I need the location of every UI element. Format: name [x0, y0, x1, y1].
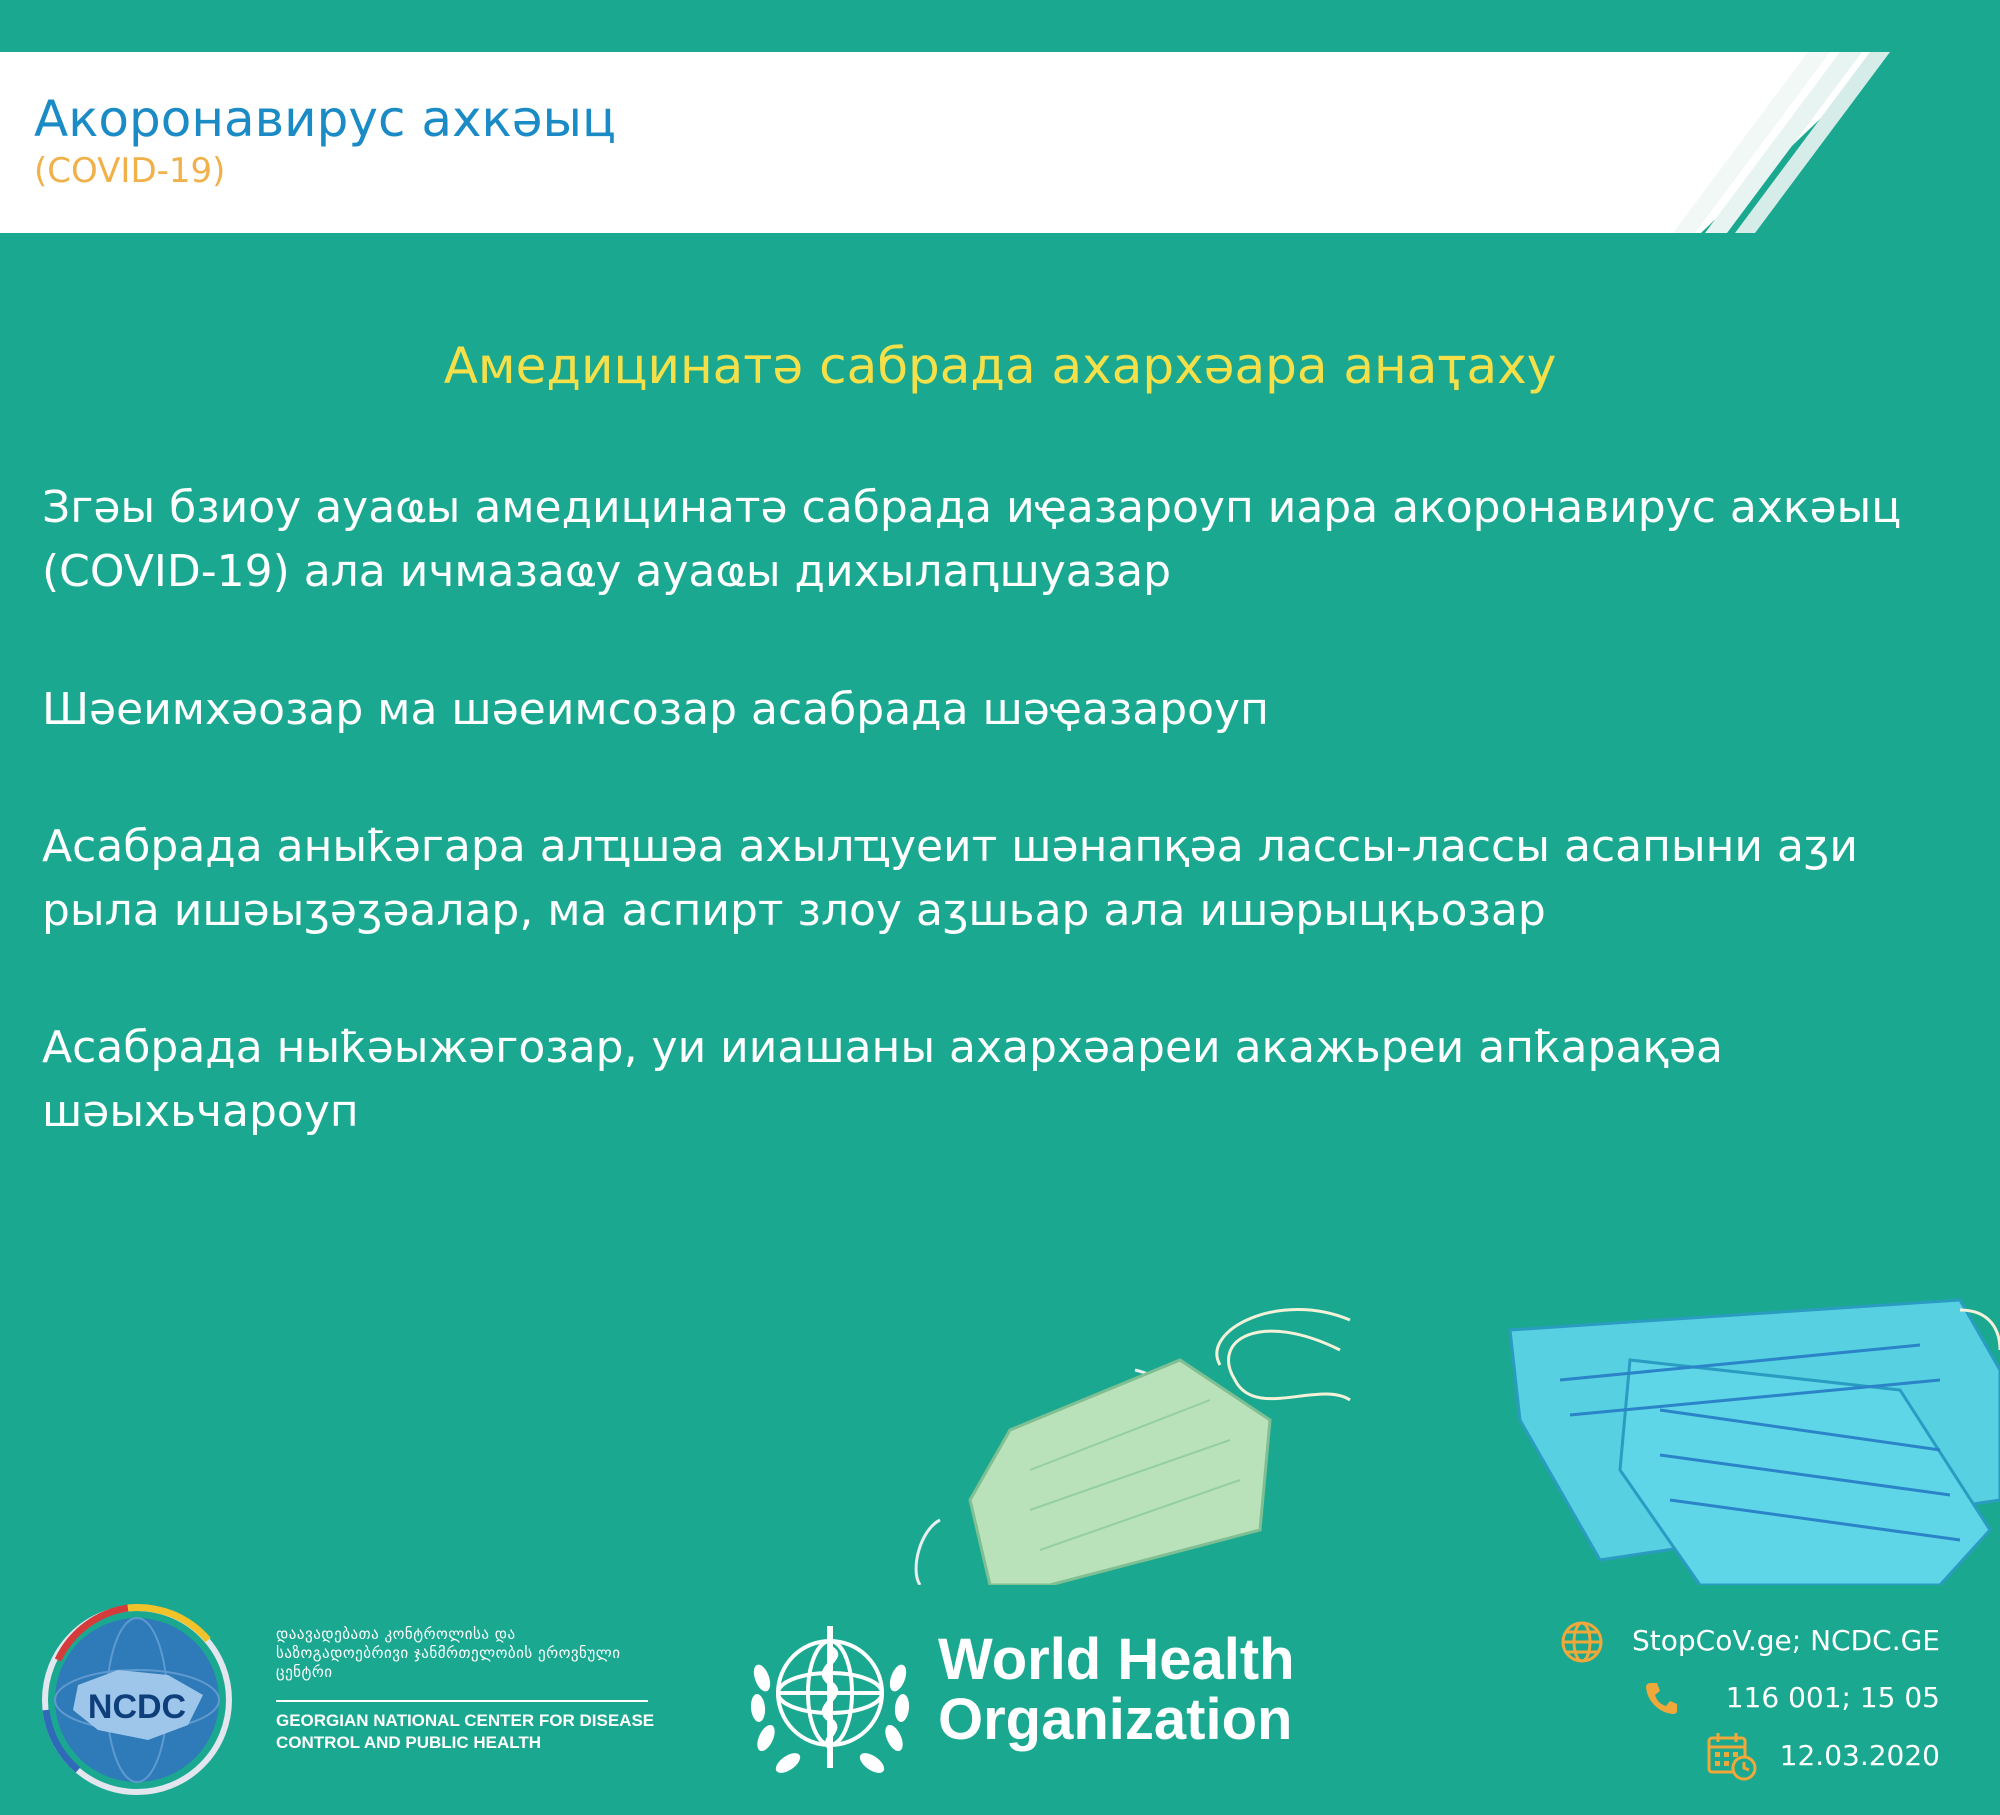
- ncdc-georgian-name: დაავადებათა კონტროლისა და საზოგადოებრივი ჯანმრთელობის ეროვნული ცენტრი: [276, 1625, 621, 1681]
- contact-phone: 116 001; 15 05: [1725, 1681, 1940, 1714]
- contact-website: StopCoV.ge; NCDC.GE: [1631, 1624, 1940, 1657]
- globe-icon: [1560, 1620, 1604, 1664]
- ncdc-english-name: GEORGIAN NATIONAL CENTER FOR DISEASE CONTROL AND PUBLIC HEALTH: [276, 1711, 655, 1752]
- advice-paragraph-2: Шәеимхәозар ма шәеимсозар асабрада шәҿазароуп: [42, 684, 1269, 735]
- headline: Амедицинатә сабрада ахархәара анаҭаху: [443, 337, 1557, 395]
- contact-date: 12.03.2020: [1779, 1739, 1940, 1772]
- who-emblem: [740, 1608, 920, 1793]
- header-stripes-decoration: [1580, 52, 1900, 233]
- face-mask-illustration: [880, 1270, 2000, 1585]
- advice-paragraph-4: Асабрада ныҟәыжәгозар, уи ииашаны ахархәареи акажьреи апҟарақәа шәыхьчароуп: [42, 1022, 1724, 1137]
- page-title: Акоронавирус ахкәыц: [34, 90, 617, 148]
- page-subtitle: (COVID-19): [34, 151, 226, 191]
- ncdc-logo: [38, 1600, 236, 1800]
- advice-paragraph-3: Асабрада аныҟәгара алҵшәа ахылҵуеит шәнапқәа лассы-лассы асапыни аӡи рыла ишәыӡәӡәалар, ма аспирт злоу аӡшьар ала ишәрыцқьозар: [42, 821, 1858, 936]
- advice-paragraph-1: Згәы бзиоу ауаҩы амедицинатә сабрада иҿазароуп иара акоронавирус ахкәыц (COVID-19) ала ичмазаҩу ауаҩы дихылаԥшуазар: [42, 482, 1902, 597]
- who-name-line-2: Organization: [938, 1687, 1293, 1752]
- phone-icon: [1644, 1680, 1680, 1716]
- who-name: [938, 1627, 1295, 1752]
- ncdc-logo-text: NCDC: [87, 1688, 187, 1726]
- calendar-clock-icon: [1706, 1730, 1758, 1782]
- who-name-line-1: World Health: [938, 1627, 1295, 1692]
- ncdc-divider: [276, 1700, 648, 1702]
